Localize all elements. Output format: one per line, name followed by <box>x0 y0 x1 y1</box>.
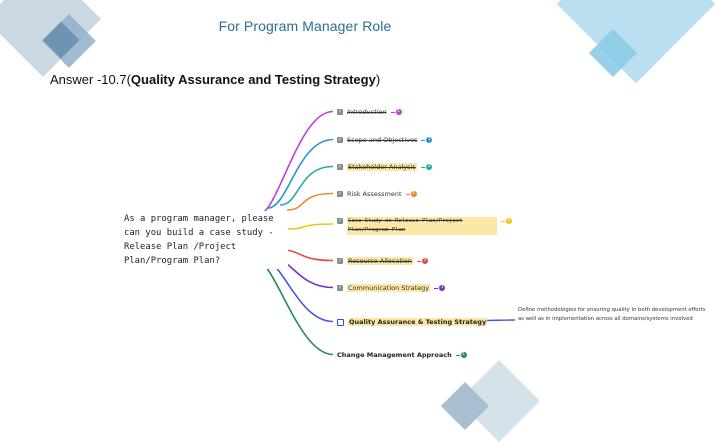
branch-node[interactable] <box>337 351 467 359</box>
branch-marker-icon[interactable]: 1 <box>427 136 431 142</box>
branch-marker-icon[interactable]: 3 <box>427 163 431 169</box>
branch-node[interactable] <box>337 163 432 171</box>
branch-label: Scope and Objectives <box>347 136 418 144</box>
answer-suffix: ) <box>375 72 381 87</box>
marker-connector <box>421 167 425 168</box>
branch-node[interactable] <box>337 257 428 265</box>
branch-node[interactable] <box>337 108 402 116</box>
marker-connector <box>456 355 460 356</box>
answer-topic: Quality Assurance and Testing Strategy <box>130 72 376 87</box>
checkbox-checked-icon[interactable]: ✓ <box>337 257 343 264</box>
checkbox-empty-icon[interactable] <box>337 319 344 326</box>
branch-marker-icon[interactable]: 1 <box>440 284 444 290</box>
checkbox-checked-icon[interactable]: ✓ <box>337 163 343 170</box>
marker-connector <box>434 288 438 289</box>
branch-label: Change Management Approach <box>337 351 452 359</box>
branch-label: Stakeholder Analysis <box>348 163 416 171</box>
branch-label: Introduction <box>347 108 387 116</box>
branch-marker-icon[interactable]: 1 <box>507 217 511 223</box>
branch-marker-icon[interactable]: 1 <box>397 108 400 114</box>
branch-node[interactable] <box>337 217 512 235</box>
branch-marker-icon[interactable]: 1 <box>412 190 415 196</box>
branch-marker-icon[interactable]: 1 <box>462 351 466 357</box>
slide-title: For Program Manager Role <box>218 18 392 34</box>
branch-label: Resource Allocation <box>348 257 412 265</box>
branch-label: Communication Strategy <box>348 284 430 292</box>
answer-prefix: Answer -10.7( <box>50 72 131 87</box>
checkbox-checked-icon[interactable]: ✓ <box>337 136 343 143</box>
branch-marker-icon[interactable]: 1 <box>423 257 427 263</box>
marker-connector <box>406 194 410 195</box>
checkbox-checked-icon[interactable]: ✓ <box>337 217 343 224</box>
branch-connector <box>258 112 333 216</box>
checkbox-checked-icon[interactable]: ✓ <box>337 108 343 115</box>
branch-node[interactable] <box>337 318 487 326</box>
checkbox-checked-icon[interactable]: ✓ <box>337 190 343 197</box>
checkbox-checked-icon[interactable]: ✓ <box>337 284 343 291</box>
marker-connector <box>421 140 425 141</box>
branch-label: Quality Assurance & Testing Strategy <box>349 318 487 326</box>
branch-connector <box>282 250 333 261</box>
marker-connector <box>391 112 395 113</box>
branch-connector <box>255 259 333 355</box>
marker-connector <box>417 261 421 262</box>
branch-connector <box>268 140 333 209</box>
marker-connector <box>501 221 505 222</box>
branch-connector <box>288 224 333 229</box>
branch-node[interactable] <box>337 136 432 144</box>
branch-label: Risk Assessment <box>347 190 402 198</box>
branch-node[interactable] <box>337 284 445 292</box>
branch-node[interactable] <box>337 190 417 198</box>
branch-label: Case Study on Release Plan/Project Plan/Program Plan <box>347 217 497 235</box>
mindmap-root-topic[interactable]: As a program manager, please can you build a case study - Release Plan /Project Plan/Program Plan? <box>122 211 288 269</box>
branch-note: Define methodologies for ensuring quality in both development efforts as well as in implementation across all domains/systems involved <box>518 307 706 322</box>
